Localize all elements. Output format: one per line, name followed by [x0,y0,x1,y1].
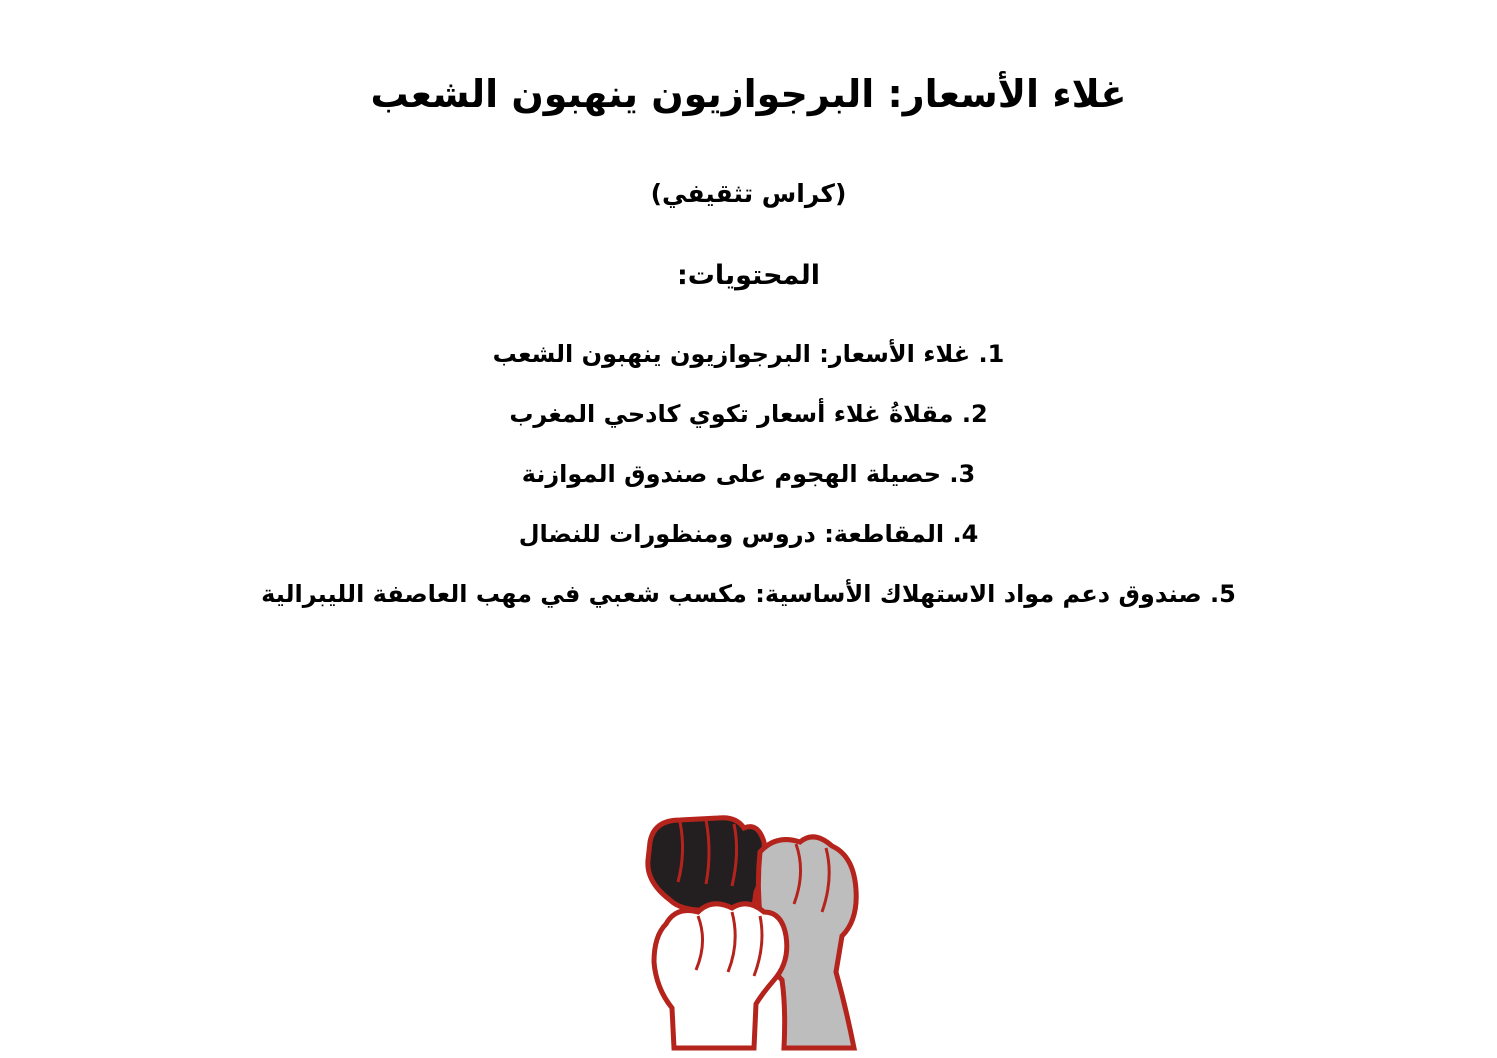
toc-item-2 [0,388,1497,448]
toc-item-number: 5. [1210,580,1236,608]
toc-item-text: المقاطعة: دروس ومنظورات للنضال [518,520,945,548]
toc-item-number: 2. [961,400,988,428]
raised-fists-icon [636,812,866,1052]
white-fist [654,904,787,1048]
toc-item-text: غلاء الأسعار: البرجوازيون ينهبون الشعب [492,340,971,368]
toc-item-text: حصيلة الهجوم على صندوق الموازنة [521,460,942,488]
toc-item-text: مقلاةُ غلاء أسعار تكوي كادحي المغرب [509,400,954,428]
toc-item-number: 3. [949,460,976,488]
contents-heading: المحتويات: [676,260,821,291]
toc-item-text: صندوق دعم مواد الاستهلاك الأساسية: مكسب شعبي في مهب العاصفة الليبرالية [261,580,1202,608]
table-of-contents [0,328,1497,628]
toc-item-3 [0,448,1497,508]
toc-item-4 [0,508,1497,568]
toc-item-1 [0,328,1497,388]
dark-fist [648,818,764,911]
toc-item-number: 4. [952,520,979,548]
toc-item-number: 1. [978,340,1005,368]
toc-item-5 [0,568,1497,628]
document-title: غلاء الأسعار: البرجوازيون ينهبون الشعب [370,72,1127,116]
document-subtitle: (كراس تثقيفي) [650,179,847,208]
